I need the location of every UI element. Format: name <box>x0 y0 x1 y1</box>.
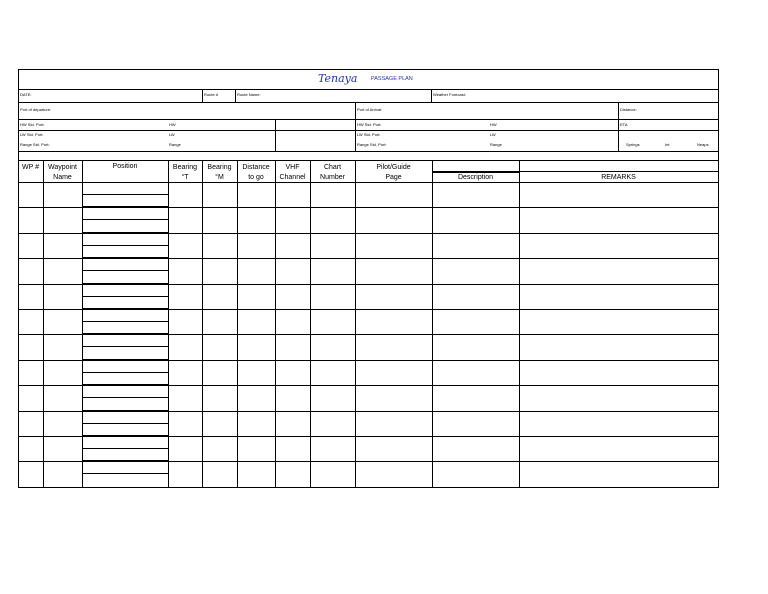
table-cell[interactable] <box>238 234 275 258</box>
table-cell[interactable] <box>311 259 355 284</box>
table-cell[interactable] <box>203 386 237 411</box>
table-cell[interactable] <box>169 335 202 360</box>
port-of-departure-field[interactable] <box>55 103 354 118</box>
weather-forecast-label: Weather Forecast: <box>433 92 466 97</box>
table-cell[interactable] <box>203 361 237 385</box>
column-header-wp-number: WP # <box>22 164 39 171</box>
table-cell[interactable] <box>311 183 355 207</box>
table-cell[interactable] <box>311 386 355 411</box>
table-cell[interactable] <box>238 208 275 233</box>
table-cell[interactable] <box>169 310 202 334</box>
table-cell[interactable] <box>311 462 355 487</box>
table-cell[interactable] <box>433 208 519 233</box>
column-header-pilot-guide-page-line2: Page <box>385 174 402 181</box>
column-header-distance-to-go-line1: Distance <box>242 164 270 171</box>
vessel-name-title: Tenaya <box>318 72 358 85</box>
grid-line-vertical <box>275 119 276 152</box>
table-cell[interactable] <box>19 259 43 284</box>
column-header-description: Description <box>457 174 493 181</box>
table-cell[interactable] <box>433 335 519 360</box>
table-cell[interactable] <box>19 310 43 334</box>
column-header-bearing-magnetic-line2: °M <box>215 174 224 181</box>
table-cell[interactable] <box>169 361 202 385</box>
table-cell[interactable] <box>19 462 43 487</box>
table-cell[interactable] <box>433 361 519 385</box>
column-header-chart-number-line1: Chart <box>323 164 342 171</box>
springs-label: Springs <box>626 142 640 147</box>
table-cell[interactable] <box>356 386 432 411</box>
table-cell[interactable] <box>169 386 202 411</box>
grid-line-horizontal <box>18 119 719 120</box>
table-cell[interactable] <box>520 310 718 334</box>
position-row-line <box>82 333 169 334</box>
table-cell[interactable] <box>356 412 432 436</box>
table-cell[interactable] <box>276 259 310 284</box>
table-cell[interactable] <box>276 208 310 233</box>
table-cell[interactable] <box>169 208 202 233</box>
position-row-line <box>82 384 169 385</box>
table-cell[interactable] <box>19 208 43 233</box>
table-cell[interactable] <box>19 437 43 461</box>
table-cell[interactable] <box>311 285 355 309</box>
column-header-distance-to-go-line2: to go <box>248 174 264 181</box>
column-header-bearing-true-line2: °T <box>181 174 189 181</box>
departure-hw-std-port-label: HW Std. Port: <box>20 122 45 127</box>
table-cell[interactable] <box>169 412 202 436</box>
arrival-range-label: Range <box>490 142 502 147</box>
neaps-label: Neaps <box>697 142 709 147</box>
table-cell[interactable] <box>433 412 519 436</box>
distance-field[interactable] <box>640 103 717 118</box>
table-cell[interactable] <box>83 386 168 411</box>
column-header-bearing-magnetic-line1: Bearing <box>207 164 232 171</box>
table-cell[interactable] <box>83 412 168 436</box>
table-cell[interactable] <box>433 386 519 411</box>
table-cell[interactable] <box>433 462 519 487</box>
departure-range-std-port-label: Range Std. Port: <box>20 142 50 147</box>
table-cell[interactable] <box>276 462 310 487</box>
table-cell[interactable] <box>203 437 237 461</box>
table-cell[interactable] <box>44 259 82 284</box>
route-name-field[interactable] <box>260 90 430 101</box>
table-cell[interactable] <box>276 183 310 207</box>
arrival-lw-std-port-label: LW Std. Port: <box>357 132 381 137</box>
table-cell[interactable] <box>520 335 718 360</box>
table-cell[interactable] <box>311 310 355 334</box>
position-row-line <box>82 206 169 207</box>
grid-line-vertical <box>618 119 619 152</box>
table-cell[interactable] <box>356 462 432 487</box>
table-cell[interactable] <box>83 437 168 461</box>
arrival-range-std-port-label: Range Std. Port: <box>357 142 387 147</box>
table-cell[interactable] <box>276 335 310 360</box>
table-cell[interactable] <box>238 462 275 487</box>
table-cell[interactable] <box>44 234 82 258</box>
table-cell[interactable] <box>83 208 168 233</box>
table-cell[interactable] <box>169 234 202 258</box>
column-header-vhf-channel-line1: VHF <box>285 164 300 171</box>
route-number-field[interactable] <box>220 90 234 101</box>
table-cell[interactable] <box>520 208 718 233</box>
table-cell[interactable] <box>311 361 355 385</box>
table-cell[interactable] <box>276 386 310 411</box>
column-header-waypoint-name-line1: Waypoint <box>48 164 77 171</box>
column-header-chart-number-line2: Number <box>320 174 345 181</box>
table-cell[interactable] <box>433 259 519 284</box>
table-cell[interactable] <box>520 412 718 436</box>
table-cell[interactable] <box>169 437 202 461</box>
table-cell[interactable] <box>83 259 168 284</box>
table-cell[interactable] <box>520 234 718 258</box>
table-cell[interactable] <box>169 285 202 309</box>
table-cell[interactable] <box>356 335 432 360</box>
departure-hw-label: HW <box>169 122 176 127</box>
position-row-line <box>82 308 169 309</box>
grid-line-vertical <box>618 102 619 120</box>
table-cell[interactable] <box>44 386 82 411</box>
table-cell[interactable] <box>83 285 168 309</box>
grid-line-horizontal <box>18 160 719 161</box>
departure-lw-std-port-label: LW Std. Port: <box>20 132 44 137</box>
eta-field[interactable] <box>632 120 717 130</box>
table-cell[interactable] <box>311 208 355 233</box>
table-cell[interactable] <box>520 285 718 309</box>
table-cell[interactable] <box>83 462 168 487</box>
table-cell[interactable] <box>311 412 355 436</box>
table-cell[interactable] <box>356 183 432 207</box>
route-number-label: Route # <box>204 92 219 97</box>
table-cell[interactable] <box>520 462 718 487</box>
table-cell[interactable] <box>44 208 82 233</box>
table-cell[interactable] <box>203 208 237 233</box>
table-cell[interactable] <box>238 361 275 385</box>
table-cell[interactable] <box>238 386 275 411</box>
table-cell[interactable] <box>203 285 237 309</box>
column-header-waypoint-name-line2: Name <box>53 174 72 181</box>
table-cell[interactable] <box>238 335 275 360</box>
grid-line-vertical <box>235 89 236 103</box>
table-cell[interactable] <box>356 234 432 258</box>
table-cell[interactable] <box>276 310 310 334</box>
table-cell[interactable] <box>276 437 310 461</box>
departure-lw-label: LW <box>169 132 175 137</box>
frame-top <box>18 69 719 70</box>
passage-plan-title: PASSAGE PLAN <box>371 76 413 82</box>
table-cell[interactable] <box>169 259 202 284</box>
arrival-lw-label: LW <box>490 132 496 137</box>
description-box-top <box>432 172 520 173</box>
table-cell[interactable] <box>83 310 168 334</box>
table-cell[interactable] <box>238 412 275 436</box>
table-cell[interactable] <box>276 412 310 436</box>
table-cell[interactable] <box>19 412 43 436</box>
table-cell[interactable] <box>203 234 237 258</box>
table-cell[interactable] <box>238 437 275 461</box>
grid-line-vertical <box>355 102 356 120</box>
table-cell[interactable] <box>19 386 43 411</box>
table-cell[interactable] <box>44 361 82 385</box>
table-cell[interactable] <box>433 183 519 207</box>
table-cell[interactable] <box>433 285 519 309</box>
date-field[interactable] <box>30 90 201 101</box>
table-cell[interactable] <box>433 437 519 461</box>
weather-forecast-field[interactable] <box>475 90 717 101</box>
info-line <box>18 130 719 131</box>
table-cell[interactable] <box>203 335 237 360</box>
table-bottom <box>18 487 719 488</box>
departure-range-label: Range <box>169 142 181 147</box>
table-cell[interactable] <box>238 285 275 309</box>
table-cell[interactable] <box>83 335 168 360</box>
table-cell[interactable] <box>44 437 82 461</box>
table-cell[interactable] <box>203 183 237 207</box>
table-cell[interactable] <box>433 310 519 334</box>
arrival-hw-std-port-label: HW Std. Port: <box>357 122 382 127</box>
table-cell[interactable] <box>238 259 275 284</box>
table-cell[interactable] <box>520 183 718 207</box>
table-cell[interactable] <box>19 183 43 207</box>
table-cell[interactable] <box>356 361 432 385</box>
table-cell[interactable] <box>520 259 718 284</box>
table-cell[interactable] <box>19 361 43 385</box>
table-cell[interactable] <box>433 234 519 258</box>
table-cell[interactable] <box>520 437 718 461</box>
port-of-arrival-label: Port of Arrival: <box>357 107 383 112</box>
table-cell[interactable] <box>83 183 168 207</box>
table-cell[interactable] <box>238 310 275 334</box>
grid-line-vertical <box>431 89 432 103</box>
column-header-pilot-guide-page-line1: Pilot/Guide <box>376 164 411 171</box>
table-cell[interactable] <box>356 310 432 334</box>
grid-line-vertical <box>202 89 203 103</box>
column-header-bearing-true-line1: Bearing <box>172 164 198 171</box>
grid-line-vertical <box>355 119 356 152</box>
table-cell[interactable] <box>19 335 43 360</box>
table-cell[interactable] <box>203 412 237 436</box>
distance-label: Distance: <box>620 107 637 112</box>
table-cell[interactable] <box>311 234 355 258</box>
table-cell[interactable] <box>44 285 82 309</box>
table-cell[interactable] <box>44 462 82 487</box>
table-cell[interactable] <box>44 412 82 436</box>
table-cell[interactable] <box>169 462 202 487</box>
table-cell[interactable] <box>311 437 355 461</box>
table-cell[interactable] <box>169 183 202 207</box>
position-row-line <box>82 460 169 461</box>
table-cell[interactable] <box>311 335 355 360</box>
position-row-line <box>82 283 169 284</box>
frame-right <box>718 69 719 488</box>
position-row-line <box>82 232 169 233</box>
column-header-vhf-channel-line2: Channel <box>279 174 306 181</box>
column-header-position: Position <box>112 163 138 170</box>
port-of-departure-label: Port of departure: <box>20 107 52 112</box>
table-cell[interactable] <box>356 259 432 284</box>
table-cell[interactable] <box>44 183 82 207</box>
table-cell[interactable] <box>44 310 82 334</box>
table-cell[interactable] <box>203 310 237 334</box>
table-cell[interactable] <box>276 361 310 385</box>
table-cell[interactable] <box>356 208 432 233</box>
arrival-hw-label: HW <box>490 122 497 127</box>
table-cell[interactable] <box>276 234 310 258</box>
position-row-line <box>82 435 169 436</box>
table-cell[interactable] <box>19 285 43 309</box>
table-cell[interactable] <box>44 335 82 360</box>
position-row-line <box>82 410 169 411</box>
port-of-arrival-field[interactable] <box>385 103 617 118</box>
table-cell[interactable] <box>19 234 43 258</box>
table-cell[interactable] <box>238 183 275 207</box>
table-cell[interactable] <box>520 361 718 385</box>
int-label: Int <box>665 142 670 147</box>
table-cell[interactable] <box>83 234 168 258</box>
table-cell[interactable] <box>356 437 432 461</box>
route-name-label: Route Name: <box>237 92 261 97</box>
grid-line-horizontal <box>18 151 719 152</box>
position-row-line <box>82 257 169 258</box>
table-cell[interactable] <box>356 285 432 309</box>
column-header-remarks: REMARKS <box>601 174 636 181</box>
table-cell[interactable] <box>276 285 310 309</box>
date-label: DATE: <box>20 92 32 97</box>
eta-label: ETA <box>620 122 628 127</box>
table-cell[interactable] <box>203 462 237 487</box>
table-cell[interactable] <box>520 386 718 411</box>
table-cell[interactable] <box>83 361 168 385</box>
position-row-line <box>82 359 169 360</box>
table-cell[interactable] <box>203 259 237 284</box>
